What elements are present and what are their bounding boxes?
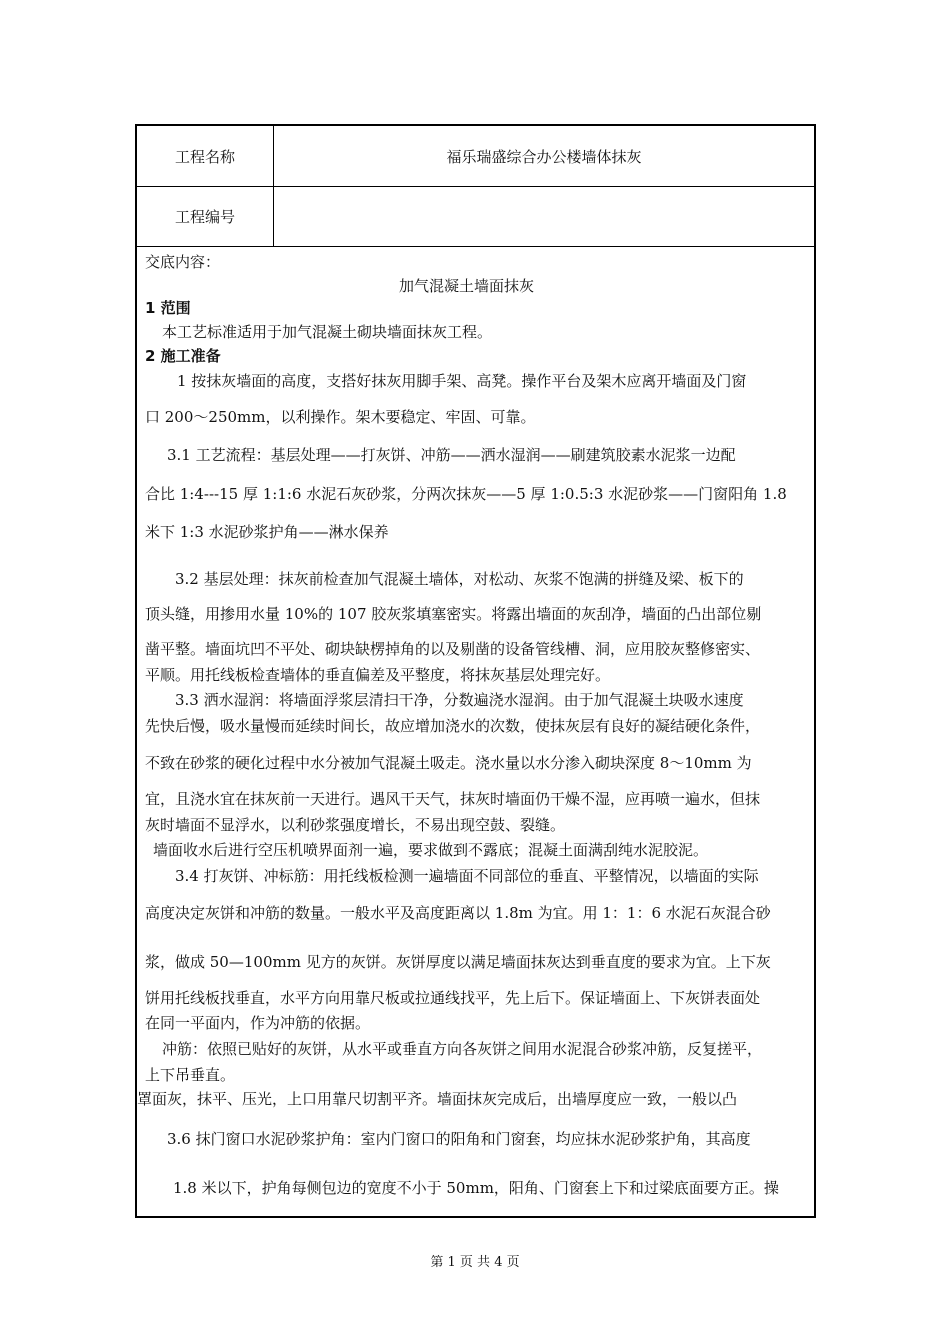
paragraph-line: 3.2 基层处理：抹灰前检查加气混凝土墙体，对松动、灰浆不饱满的拼缝及梁、板下的: [175, 570, 744, 588]
paragraph-line: 口 200～250mm，以利操作。架木要稳定、牢固、可靠。: [145, 408, 536, 426]
paragraph-line: 宜，且浇水宜在抹灰前一天进行。遇风干天气，抹灰时墙面仍干燥不湿，应再喷一遍水，但抹: [145, 790, 761, 808]
paragraph-line: 3.6 抹门窗口水泥砂浆护角：室内门窗口的阳角和门窗套，均应抹水泥砂浆护角，其高度: [167, 1130, 751, 1148]
paragraph-line: 在同一平面内，作为冲筋的依据。: [145, 1014, 371, 1032]
paragraph-line: 灰时墙面不显浮水，以利砂浆强度增长，不易出现空鼓、裂缝。: [145, 816, 566, 834]
project-number-value: [274, 186, 814, 246]
project-name-row: [137, 126, 814, 187]
project-name-label: 工程名称: [137, 126, 274, 186]
paragraph-line: 饼用托线板找垂直，水平方向用靠尺板或拉通线找平，先上后下。保证墙面上、下灰饼表面处: [145, 989, 761, 1007]
paragraph-line: 平顺。用托线板检查墙体的垂直偏差及平整度，将抹灰基层处理完好。: [145, 666, 611, 684]
section-title: 加气混凝土墙面抹灰: [399, 277, 535, 295]
intro-label: 交底内容：: [145, 253, 221, 271]
project-number-label: 工程编号: [137, 186, 274, 246]
page-footer: 第 1 页 共 4 页: [430, 1255, 520, 1270]
paragraph-line: 先快后慢，吸水量慢而延续时间长，故应增加浇水的次数，使抹灰层有良好的凝结硬化条件，: [145, 717, 761, 735]
paragraph-line: 冲筋：依照已贴好的灰饼，从水平或垂直方向各灰饼之间用水泥混合砂浆冲筋，反复搓平，: [162, 1040, 763, 1058]
paragraph-line: 米下 1:3 水泥砂浆护角——淋水保养: [145, 523, 389, 541]
paragraph-line: 凿平整。墙面坑凹不平处、砌块缺楞掉角的以及剔凿的设备管线槽、洞，应用胶灰整修密实、: [145, 640, 761, 658]
paragraph-line: 1 按抹灰墙面的高度，支搭好抹灰用脚手架、高凳。操作平台及架木应离开墙面及门窗: [177, 372, 747, 390]
paragraph-line: 3.4 打灰饼、冲标筋：用托线板检测一遍墙面不同部位的垂直、平整情况，以墙面的实际: [175, 867, 759, 885]
paragraph-line: 高度决定灰饼和冲筋的数量。一般水平及高度距离以 1.8m 为宜。用 1：1：6 水泥石灰混合砂: [145, 904, 771, 922]
paragraph-line: 浆，做成 50—100mm 见方的灰饼。灰饼厚度以满足墙面抹灰达到垂直度的要求为宜。上下灰: [145, 953, 771, 971]
paragraph-line: 本工艺标准适用于加气混凝土砌块墙面抹灰工程。: [162, 323, 493, 341]
paragraph-line: 合比 1:4---15 厚 1:1:6 水泥石灰砂浆，分两次抹灰——5 厚 1:0.5:3 水泥砂浆——门窗阳角 1.8: [145, 485, 787, 503]
paragraph-line: 罩面灰，抹平、压光，上口用靠尺切割平齐。墙面抹灰完成后，出墙厚度应一致，一般以凸: [137, 1090, 738, 1108]
project-name-value: 福乐瑞盛综合办公楼墙体抹灰: [446, 147, 642, 166]
project-number-row: [137, 186, 814, 247]
heading-scope: 1 范围: [145, 299, 191, 317]
paragraph-line: 上下吊垂直。: [145, 1066, 236, 1084]
paragraph-line: 1.8 米以下，护角每侧包边的宽度不小于 50mm，阳角、门窗套上下和过梁底面要方正。操: [173, 1179, 779, 1197]
disclosure-sheet: [135, 124, 816, 1218]
paragraph-line: 3.1 工艺流程：基层处理——打灰饼、冲筋——洒水湿润——刷建筑胶素水泥浆一边配: [167, 446, 736, 464]
heading-preparation: 2 施工准备: [145, 347, 221, 365]
paragraph-line: 不致在砂浆的硬化过程中水分被加气混凝土吸走。浇水量以水分渗入砌块深度 8～10mm 为: [145, 754, 752, 772]
paragraph-line: 墙面收水后进行空压机喷界面剂一遍，要求做到不露底；混凝土面满刮纯水泥胶泥。: [153, 841, 709, 859]
paragraph-line: 顶头缝，用掺用水量 10%的 107 胶灰浆填塞密实。将露出墙面的灰刮净，墙面的凸出部位剔: [145, 605, 762, 623]
paragraph-line: 3.3 洒水湿润：将墙面浮浆层清扫干净，分数遍浇水湿润。由于加气混凝土块吸水速度: [175, 691, 744, 709]
